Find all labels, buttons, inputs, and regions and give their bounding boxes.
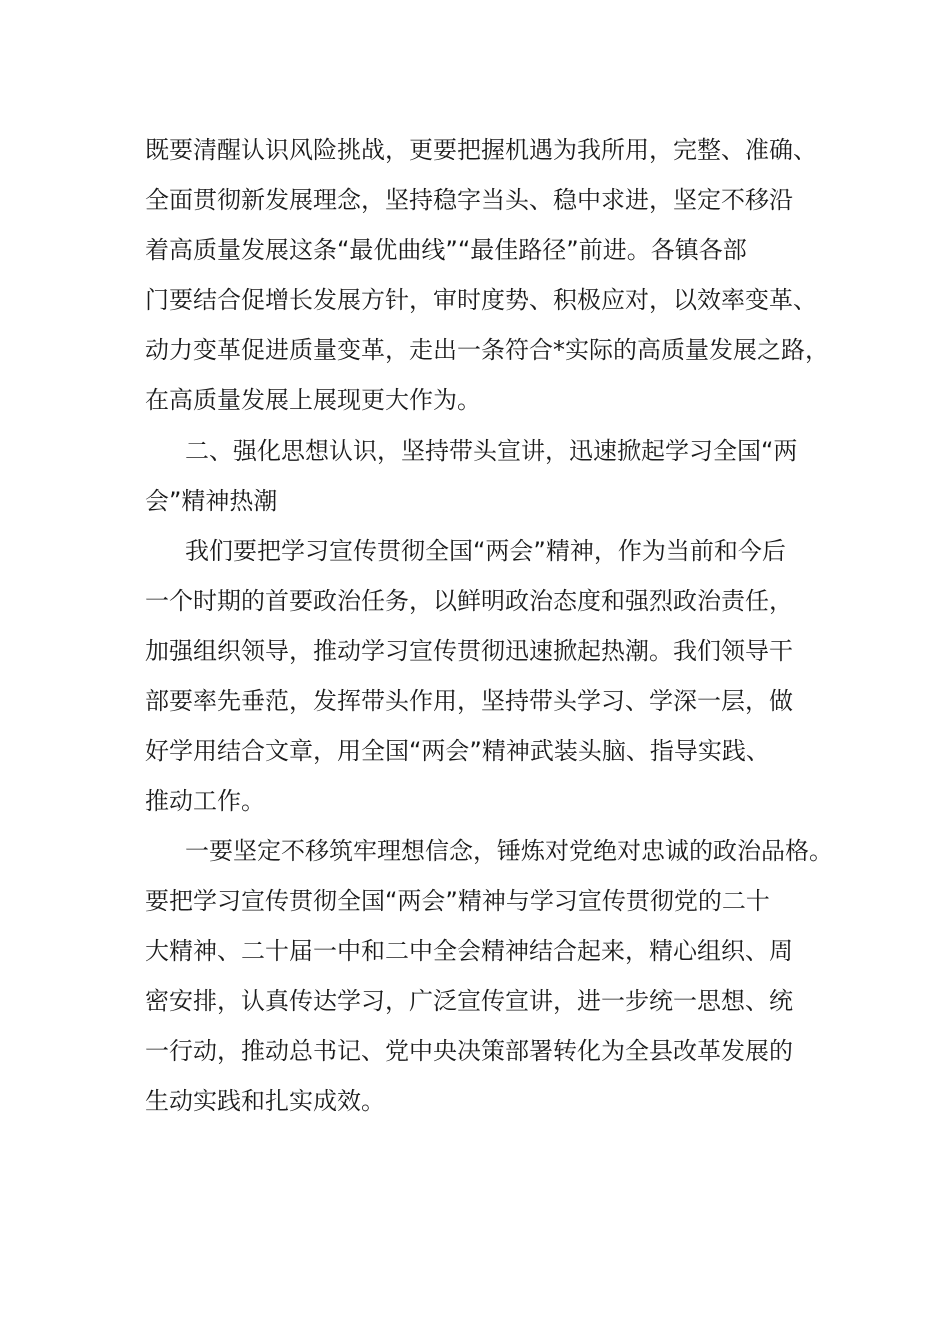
paragraph-3-line-5: 好学用结合文章，用全国“两会”精神武装头脑、指导实践、 (145, 737, 770, 765)
paragraph-4-line-2: 要把学习宣传贯彻全国“两会”精神与学习宣传贯彻党的二十 (145, 887, 770, 915)
paragraph-4-line-1: 一要坚定不移筑牢理想信念，锤炼对党绝对忠诚的政治品格。 (185, 837, 833, 865)
paragraph-1-line-1: 既要清醒认识风险挑战，更要把握机遇为我所用，完整、准确、 (145, 136, 817, 164)
paragraph-4-line-4: 密安排，认真传达学习，广泛宣传宣讲，进一步统一思想、统 (145, 987, 793, 1015)
paragraph-1-line-6: 在高质量发展上展现更大作为。 (145, 386, 481, 414)
paragraph-3-line-1: 我们要把学习宣传贯彻全国“两会”精神，作为当前和今后 (185, 537, 786, 565)
section-heading-line-2: 会”精神热潮 (145, 487, 278, 515)
paragraph-3-line-6: 推动工作。 (145, 787, 265, 815)
paragraph-3-line-4: 部要率先垂范，发挥带头作用，坚持带头学习、学深一层，做 (145, 687, 793, 715)
paragraph-1-line-4: 门要结合促增长发展方针，审时度势、积极应对，以效率变革、 (145, 286, 817, 314)
paragraph-1-line-5: 动力变革促进质量变革，走出一条符合*实际的高质量发展之路， (145, 336, 829, 364)
paragraph-1-line-2: 全面贯彻新发展理念，坚持稳字当头、稳中求进，坚定不移沿 (145, 186, 793, 214)
paragraph-4-line-5: 一行动，推动总书记、党中央决策部署转化为全县改革发展的 (145, 1037, 793, 1065)
paragraph-1-line-3: 着高质量发展这条“最优曲线”“最佳路径”前进。各镇各部 (145, 236, 747, 264)
section-heading-line-1: 二、强化思想认识，坚持带头宣讲，迅速掀起学习全国“两 (185, 437, 798, 465)
paragraph-4-line-6: 生动实践和扎实成效。 (145, 1087, 385, 1115)
paragraph-3-line-2: 一个时期的首要政治任务，以鲜明政治态度和强烈政治责任， (145, 587, 793, 615)
paragraph-4-line-3: 大精神、二十届一中和二中全会精神结合起来，精心组织、周 (145, 937, 793, 965)
paragraph-3-line-3: 加强组织领导，推动学习宣传贯彻迅速掀起热潮。我们领导干 (145, 637, 793, 665)
